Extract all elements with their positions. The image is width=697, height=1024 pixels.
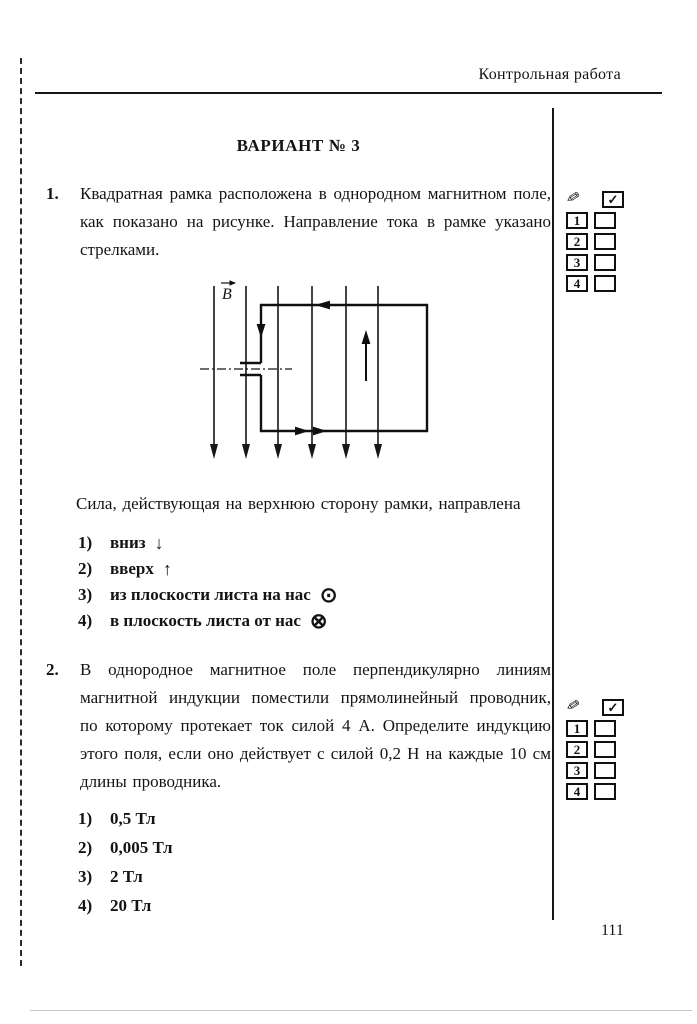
margin-divider-line [552,108,554,920]
answer-row [566,783,624,800]
option-number: 1) [78,533,93,552]
option-row [78,833,551,862]
answer-row [566,741,624,758]
main-content [46,120,551,920]
header-rule [35,92,662,94]
pencil-icon: ✎ [564,188,582,209]
problem-1-options [78,530,551,634]
option-text: 2 Тл [110,867,143,886]
answer-number-box: 4 [566,275,588,292]
answer-row [566,254,624,271]
answer-checkbox [594,275,616,292]
option-number: 1) [78,809,93,828]
option-number: 4) [78,611,93,630]
answer-checkbox [594,212,616,229]
checkmark-box: ✓ [602,699,624,716]
cut-dashed-line [20,58,22,966]
problem-2 [46,656,551,796]
answer-panel-2 [566,698,624,804]
answer-number-box: 4 [566,783,588,800]
answer-number-box: 3 [566,762,588,779]
option-text: 0,005 Тл [110,838,173,857]
up-arrow-symbol: ↑ [162,559,172,579]
problem-1-figure [194,278,551,470]
answer-number-box: 1 [566,212,588,229]
magnetic-field-diagram [194,278,444,470]
problem-1-question: Сила, действующая на верхнюю сторону рамки, направлена [76,494,521,513]
page-bottom-edge [30,1010,692,1011]
problem-1 [46,180,551,264]
page-number: 111 [601,922,624,939]
answer-checkbox [594,783,616,800]
down-arrow-symbol: ↓ [154,533,164,553]
option-text: в плоскость листа от нас [110,611,301,630]
answer-number-box: 2 [566,741,588,758]
answer-checkbox [594,741,616,758]
answer-panel-header [566,698,624,716]
option-text: из плоскости листа на нас [110,585,311,604]
option-text: вниз [110,533,146,552]
problem-1-number: 1. [46,184,59,203]
answer-row [566,212,624,229]
option-row [78,862,551,891]
answer-row [566,762,624,779]
option-text: 0,5 Тл [110,809,156,828]
running-header: Контрольная работа [478,66,621,83]
current-direction-arrows [257,301,330,436]
answer-row [566,720,624,737]
option-text: 20 Тл [110,896,152,915]
answer-number-box: 1 [566,720,588,737]
answer-checkbox [594,254,616,271]
answer-checkbox [594,233,616,250]
pencil-icon: ✎ [564,696,582,717]
option-text: вверх [110,559,154,578]
option-number: 3) [78,867,93,886]
option-number: 4) [78,896,93,915]
variant-title: ВАРИАНТ № 3 [236,136,361,155]
answer-number-box: 3 [566,254,588,271]
answer-panel-header [566,190,624,208]
problem-1-text: Квадратная рамка расположена в однородном магнитном поле, как показано на рисунке. Направление тока в рамке указано стрелками. [80,184,551,259]
option-number: 3) [78,585,93,604]
answer-number-box: 2 [566,233,588,250]
answer-row [566,275,624,292]
current-up-arrow [362,330,371,381]
option-row [78,556,551,582]
field-label: B [222,286,232,303]
problem-2-number: 2. [46,660,59,679]
problem-2-options [78,804,551,920]
problem-2-text: В однородное магнитное поле перпендикулярно линиям магнитной индукции поместили прямолинейный проводник, по которому протекает ток силой 4 А. Определите индукцию этого поля, если оно действует с силой 0,2 Н на каждые 10 см длины проводника. [80,660,551,791]
answer-checkbox [594,720,616,737]
option-row [78,608,551,634]
option-row [78,582,551,608]
answer-panel-1 [566,190,624,296]
cross-in-circle-symbol: ⊗ [309,608,328,633]
option-number: 2) [78,559,93,578]
checkmark-box: ✓ [602,191,624,208]
dot-in-circle-symbol: ⊙ [319,582,338,607]
answer-row [566,233,624,250]
field-arrowheads [210,444,382,459]
wire-frame [240,305,427,431]
option-row [78,530,551,556]
field-vector-label [221,280,236,303]
option-row [78,891,551,920]
option-row [78,804,551,833]
option-number: 2) [78,838,93,857]
answer-checkbox [594,762,616,779]
field-lines [214,286,378,446]
